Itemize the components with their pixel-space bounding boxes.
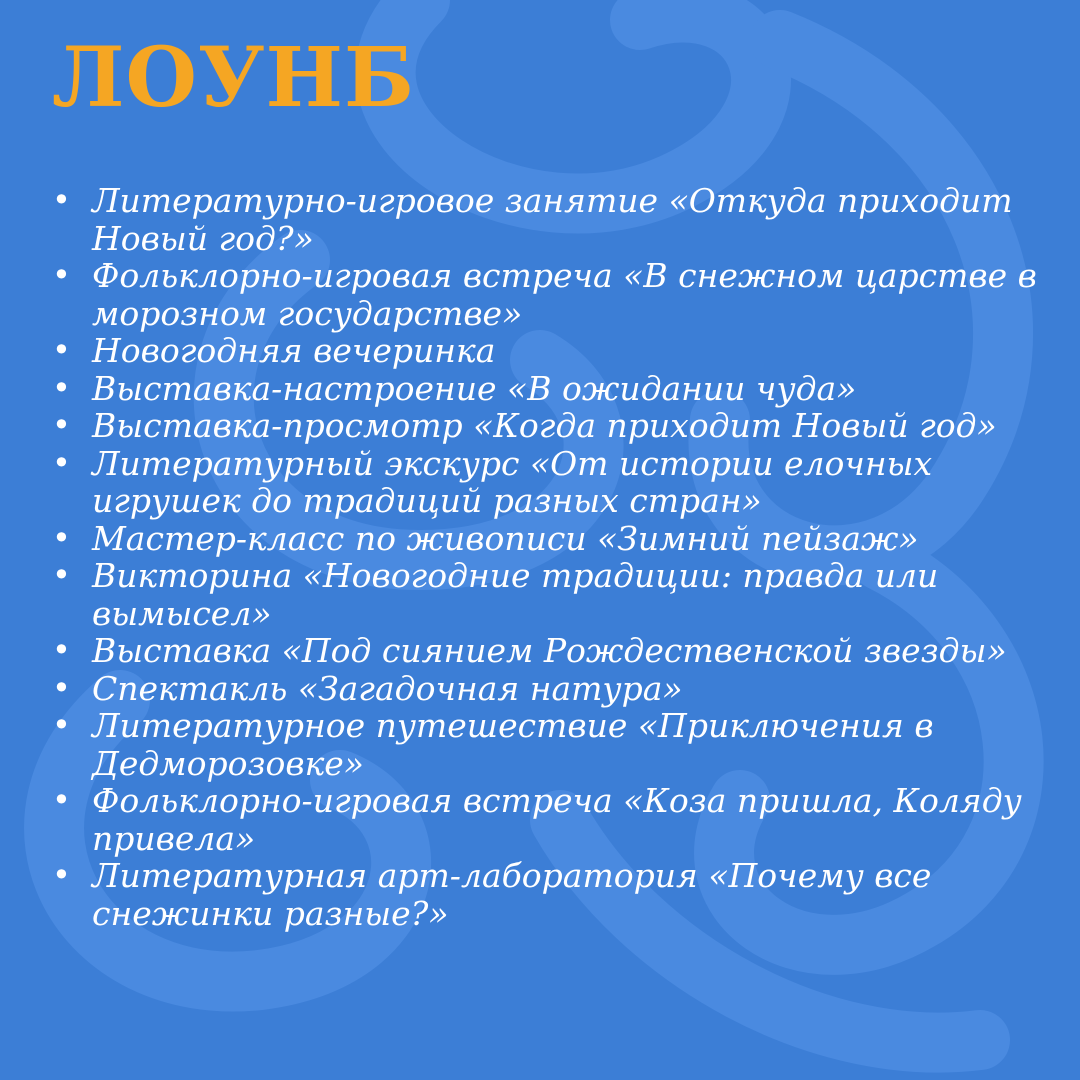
event-title: Литературно-игровое занятие «Откуда приходит Новый год?» <box>92 181 1013 258</box>
bullet-icon: • <box>52 331 71 369</box>
event-title: Спектакль «Загадочная натура» <box>92 668 683 708</box>
event-title: Выставка «Под сиянием Рождественской звезды» <box>92 631 1007 670</box>
bullet-icon: • <box>52 406 71 444</box>
list-item <box>52 407 1042 445</box>
event-title: Литературное путешествие «Приключения в Дедморозовке» <box>92 706 934 783</box>
list-item <box>52 632 1042 670</box>
bullet-icon: • <box>52 443 71 482</box>
list-item <box>52 782 1042 857</box>
event-title: Фольклорно-игровая встреча «Коза пришла, Коляду привела» <box>92 781 1022 858</box>
list-item <box>52 182 1042 257</box>
event-title: Мастер-класс по живописи «Зимний пейзаж» <box>92 518 919 558</box>
event-title: Выставка-настроение «В ожидании чуда» <box>92 368 857 408</box>
list-item <box>52 520 1042 558</box>
list-item <box>52 857 1042 932</box>
bullet-icon: • <box>52 518 71 557</box>
bullet-icon: • <box>52 368 71 407</box>
events-list <box>52 182 1042 932</box>
bullet-icon: • <box>52 556 71 594</box>
bullet-icon: • <box>52 631 71 669</box>
page-title: ЛОУНБ <box>52 30 416 126</box>
bullet-icon: • <box>52 668 71 707</box>
bullet-icon: • <box>52 256 71 294</box>
event-title: Литературная арт-лаборатория «Почему все снежинки разные?» <box>92 856 932 933</box>
bullet-icon: • <box>52 781 71 819</box>
bullet-icon: • <box>52 181 71 219</box>
list-item <box>52 557 1042 632</box>
list-item <box>52 370 1042 408</box>
list-item <box>52 670 1042 708</box>
list-item <box>52 445 1042 520</box>
list-item <box>52 257 1042 332</box>
list-item <box>52 332 1042 370</box>
bullet-icon: • <box>52 706 71 744</box>
bullet-icon: • <box>52 856 71 894</box>
list-item <box>52 707 1042 782</box>
event-title: Викторина «Новогодние традиции: правда или вымысел» <box>92 556 939 633</box>
event-title: Фольклорно-игровая встреча «В снежном царстве в морозном государстве» <box>92 256 1037 333</box>
event-title: Литературный экскурс «От истории елочных игрушек до традиций разных стран» <box>92 443 933 520</box>
event-title: Выставка-просмотр «Когда приходит Новый год» <box>92 406 997 445</box>
event-title: Новогодняя вечеринка <box>92 331 496 370</box>
